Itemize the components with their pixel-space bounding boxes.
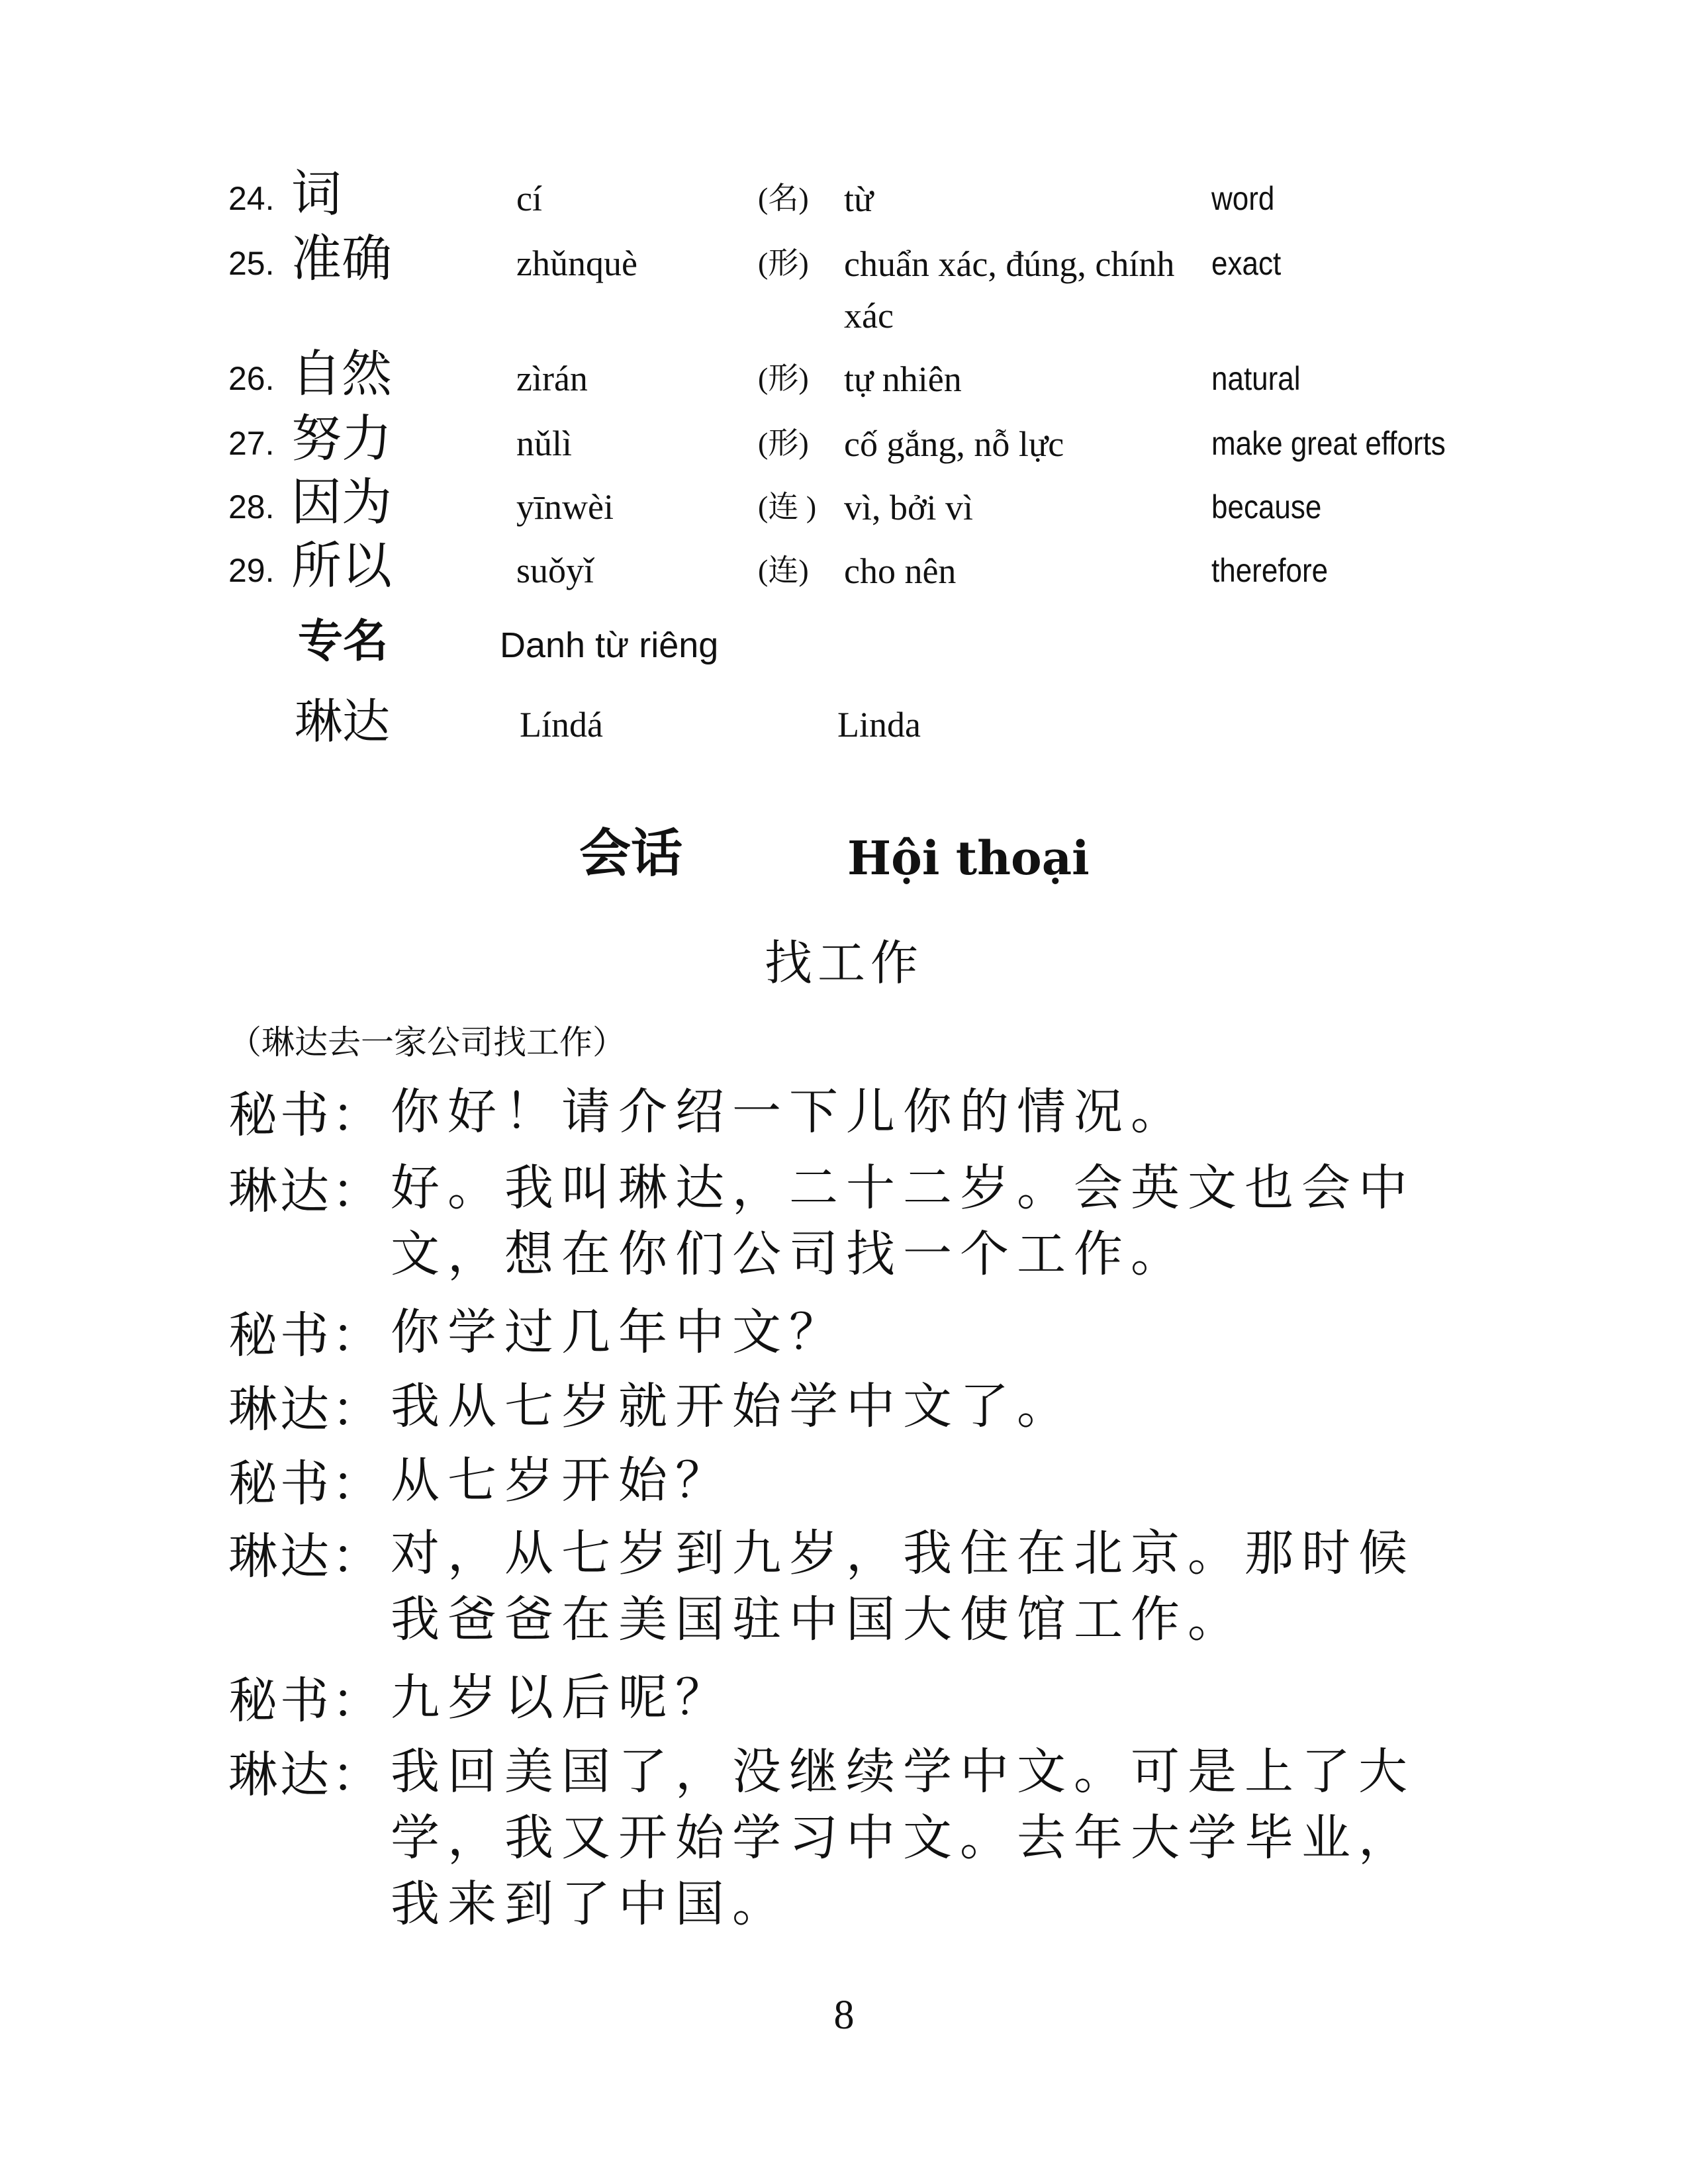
dialogue-scene-note: （琳达去一家公司找工作）: [228, 1023, 626, 1062]
vocab-part-of-speech: (名): [758, 181, 809, 215]
utterance-line: 我爸爸在美国驻中国大使馆工作。: [391, 1591, 1244, 1648]
vocab-hanzi: 努力: [291, 409, 392, 468]
vocab-pinyin: suǒyǐ: [516, 551, 594, 590]
vocab-english: natural: [1211, 360, 1301, 397]
vocab-pinyin: nǔlì: [516, 424, 573, 463]
section-title-chinese: 会话: [579, 824, 683, 884]
vocab-vietnamese: cố gắng, nỗ lực: [844, 424, 1064, 464]
vocab-vietnamese: chuẩn xác, đúng, chính xác: [844, 244, 1175, 336]
speaker-label: 秘书：: [228, 1087, 383, 1144]
speaker-label: 琳达：: [228, 1528, 383, 1585]
vocab-english: make great efforts: [1211, 425, 1446, 462]
vocab-part-of-speech: (连): [758, 553, 809, 587]
vocab-hanzi: 准确: [291, 229, 392, 288]
vocab-hanzi: 所以: [291, 536, 392, 595]
proper-noun-pinyin: Líndá: [520, 705, 603, 745]
utterance-line: 我从七岁就开始学中文了。: [391, 1378, 1074, 1435]
vocab-hanzi: 因为: [291, 473, 392, 531]
utterance: [391, 1520, 1688, 1653]
utterance: [391, 1664, 1688, 1731]
utterance-line: 你学过几年中文？: [391, 1304, 846, 1361]
vocab-vietnamese: tự nhiên: [844, 359, 962, 399]
vocab-number: 26.: [228, 360, 275, 397]
vocab-english: therefore: [1211, 552, 1329, 589]
utterance: [391, 1447, 1688, 1514]
proper-nouns-heading-vietnamese: Danh từ riêng: [500, 625, 719, 665]
vocab-part-of-speech: (形): [758, 361, 809, 395]
vocab-part-of-speech: (形): [758, 426, 809, 460]
section-title-vietnamese: Hội thoại: [847, 831, 1090, 886]
vocab-vietnamese: vì, bởi vì: [844, 488, 974, 527]
vocab-number: 25.: [228, 245, 275, 282]
vocab-hanzi: 自然: [291, 344, 392, 403]
vocab-number: 28.: [228, 488, 275, 525]
vocab-english: word: [1211, 180, 1275, 217]
proper-noun-hanzi: 琳达: [295, 694, 391, 749]
utterance-line: 从七岁开始？: [391, 1452, 732, 1509]
vocab-part-of-speech: (连 ): [758, 490, 817, 523]
vocab-hanzi: 词: [291, 164, 342, 223]
vocab-vietnamese: từ: [844, 179, 874, 219]
vocab-number: 24.: [228, 180, 275, 217]
vocab-pinyin: cí: [516, 179, 542, 218]
speaker-label: 琳达：: [228, 1163, 383, 1220]
utterance-line: 我回美国了，没继续学中文。可是上了大: [391, 1743, 1415, 1800]
utterance: [391, 1079, 1688, 1145]
vocab-vietnamese: cho nên: [844, 551, 957, 591]
speaker-label: 琳达：: [228, 1381, 383, 1438]
utterance: [391, 1373, 1688, 1439]
utterance-line: 对，从七岁到九岁，我住在北京。那时候: [391, 1525, 1415, 1582]
speaker-label: 秘书：: [228, 1455, 383, 1512]
utterance: [391, 1155, 1688, 1287]
vocab-pinyin: yīnwèi: [516, 487, 614, 527]
page-number: 8: [833, 1993, 855, 2038]
vocab-pinyin: zhǔnquè: [516, 244, 637, 283]
utterance-line: 学，我又开始学习中文。去年大学毕业，: [391, 1809, 1415, 1866]
utterance: [391, 1299, 1688, 1365]
proper-nouns-heading: 专名: [298, 615, 389, 668]
speaker-label: 琳达：: [228, 1747, 383, 1803]
utterance-line: 好。我叫琳达，二十二岁。会英文也会中: [391, 1160, 1415, 1216]
speaker-label: 秘书：: [228, 1672, 383, 1729]
utterance-line: 文，想在你们公司找一个工作。: [391, 1226, 1188, 1283]
vocab-number: 29.: [228, 552, 275, 589]
utterance-line: 我来到了中国。: [391, 1876, 789, 1933]
utterance-line: 你好！请介绍一下儿你的情况。: [391, 1083, 1188, 1140]
vocab-part-of-speech: (形): [758, 246, 809, 280]
dialogue-title: 找工作: [764, 935, 923, 991]
vocab-pinyin: zìrán: [516, 359, 588, 398]
speaker-label: 秘书：: [228, 1307, 383, 1364]
vocab-number: 27.: [228, 425, 275, 462]
utterance: [391, 1739, 1688, 1937]
proper-noun-english: Linda: [837, 705, 921, 745]
vocab-english: because: [1211, 488, 1322, 525]
utterance-line: 九岁以后呢？: [391, 1669, 732, 1726]
vocab-english: exact: [1211, 245, 1282, 282]
